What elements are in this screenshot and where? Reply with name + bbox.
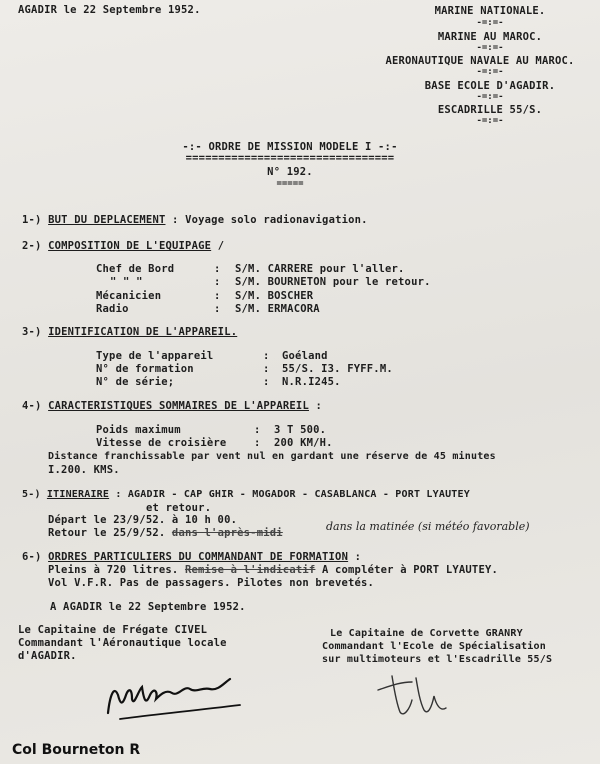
spec-sep: : xyxy=(254,424,261,436)
left-signatory-line-2: Commandant l'Aéronautique locale xyxy=(18,637,227,649)
crew-value: S/M. BOSCHER xyxy=(235,290,314,302)
org-separator-4: -=:=- xyxy=(476,92,504,102)
crew-value: S/M. ERMACORA xyxy=(235,303,320,315)
org-separator-3: -=:=- xyxy=(476,67,504,77)
route: AGADIR - CAP GHIR - MOGADOR - CASABLANCA - PORT LYAUTEY xyxy=(127,489,470,500)
aircraft-value: Goéland xyxy=(282,350,328,362)
org-line-2: MARINE AU MAROC. xyxy=(437,31,543,43)
section-heading: BUT DU DEPLACEMENT xyxy=(48,214,166,226)
spec-value: 200 KM/H. xyxy=(274,437,333,449)
section-heading: IDENTIFICATION DE L'APPAREIL. xyxy=(48,326,238,338)
section-1 xyxy=(22,214,368,226)
orders-line-1 xyxy=(48,564,498,576)
range-value: I.200. KMS. xyxy=(48,464,120,476)
section-number: 4-) xyxy=(22,400,42,412)
range-line: Distance franchissable par vent nul en gardant une réserve de 45 minutes xyxy=(48,451,496,462)
orders-complete-note: A compléter à PORT LYAUTEY. xyxy=(321,564,499,576)
section-number: 5-) xyxy=(22,489,41,500)
aircraft-sep: : xyxy=(263,376,270,388)
crew-value: S/M. CARRERE pour l'aller. xyxy=(235,263,405,275)
mission-number: N° 192. xyxy=(267,166,313,178)
section-colon: : xyxy=(115,489,122,500)
aircraft-label: N° de formation xyxy=(96,363,194,375)
section-value: Voyage solo radionavigation. xyxy=(185,214,368,226)
crew-sep: : xyxy=(214,303,221,315)
fuel-order: Pleins à 720 litres. xyxy=(48,564,179,576)
aircraft-value: 55/S. I3. FYFF.M. xyxy=(282,363,393,375)
photo-caption: Col Bourneton R xyxy=(12,742,141,758)
departure: Départ le 23/9/52. à 10 h 00. xyxy=(48,514,238,526)
crew-label: Radio xyxy=(96,303,129,315)
section-6 xyxy=(22,551,361,563)
orders-line-2: Vol V.F.R. Pas de passagers. Pilotes non brevetés. xyxy=(48,577,375,589)
aircraft-sep: : xyxy=(263,363,270,375)
org-line-3: AERONAUTIQUE NAVALE AU MAROC. xyxy=(385,55,575,67)
crew-sep: : xyxy=(214,263,221,275)
spec-label: Poids maximum xyxy=(96,424,181,436)
route-continued: et retour. xyxy=(146,502,212,514)
place-date: AGADIR le 22 Septembre 1952. xyxy=(18,4,201,16)
left-signatory-line-1: Le Capitaine de Frégate CIVEL xyxy=(18,624,208,636)
return-handwritten-note: dans la matinée (si météo favorable) xyxy=(326,520,530,533)
org-separator-2: -=:=- xyxy=(476,43,504,53)
right-handwritten-signature xyxy=(370,668,460,723)
section-4 xyxy=(22,400,322,412)
section-3 xyxy=(22,326,237,338)
crew-label: Chef de Bord xyxy=(96,263,175,275)
spec-value: 3 T 500. xyxy=(274,424,327,436)
section-heading: ITINERAIRE xyxy=(46,489,110,500)
right-signatory-line-3: sur multimoteurs et l'Escadrille 55/S xyxy=(322,654,553,665)
crew-sep: : xyxy=(214,290,221,302)
section-2 xyxy=(22,240,224,252)
section-heading: CARACTERISTIQUES SOMMAIRES DE L'APPAREIL xyxy=(48,400,309,412)
section-heading: ORDRES PARTICULIERS DU COMMANDANT DE FORMATION xyxy=(48,551,349,563)
org-separator-5: -=:=- xyxy=(476,116,504,126)
aircraft-label: Type de l'appareil xyxy=(96,350,214,362)
title-rule: ================================ xyxy=(185,152,395,164)
return xyxy=(48,527,283,539)
spec-label: Vitesse de croisière xyxy=(96,437,227,449)
crew-sep: : xyxy=(214,276,221,288)
mission-order-title: -:- ORDRE DE MISSION MODELE I -:- xyxy=(182,141,398,153)
spec-sep: : xyxy=(254,437,261,449)
section-5 xyxy=(22,489,470,501)
return-date: Retour le 25/9/52. xyxy=(48,527,166,539)
return-struck-text: dans l'après-midi xyxy=(171,527,283,539)
aircraft-label: N° de série; xyxy=(96,376,175,388)
number-rule: ===== xyxy=(276,179,304,189)
section-number: 1-) xyxy=(22,214,42,226)
section-colon: : xyxy=(315,400,323,412)
aircraft-value: N.R.I245. xyxy=(282,376,341,388)
crew-label: " " " xyxy=(110,276,143,288)
left-signatory-line-3: d'AGADIR. xyxy=(18,650,77,662)
right-signatory-line-1: Le Capitaine de Corvette GRANRY xyxy=(330,628,523,639)
right-signatory-line-2: Commandant l'Ecole de Spécialisation xyxy=(322,641,546,652)
section-heading: COMPOSITION DE L'EQUIPAGE xyxy=(48,240,212,252)
crew-label: Mécanicien xyxy=(96,290,162,302)
left-handwritten-signature xyxy=(100,665,250,725)
section-number: 2-) xyxy=(22,240,42,252)
section-number: 3-) xyxy=(22,326,42,338)
handwritten-mark: / xyxy=(217,240,225,252)
org-line-5: ESCADRILLE 55/S. xyxy=(437,104,543,116)
closing-place-date: A AGADIR le 22 Septembre 1952. xyxy=(50,601,246,613)
crew-value: S/M. BOURNETON pour le retour. xyxy=(235,276,431,288)
aircraft-sep: : xyxy=(263,350,270,362)
section-colon: : xyxy=(354,551,362,563)
section-colon: : xyxy=(172,214,179,226)
orders-struck-text: Remise à l'indicatif xyxy=(184,564,316,576)
section-number: 6-) xyxy=(22,551,42,563)
org-line-4: BASE ECOLE D'AGADIR. xyxy=(424,80,556,92)
org-line-1: MARINE NATIONALE. xyxy=(434,5,546,17)
org-separator-1: -=:=- xyxy=(476,18,504,28)
